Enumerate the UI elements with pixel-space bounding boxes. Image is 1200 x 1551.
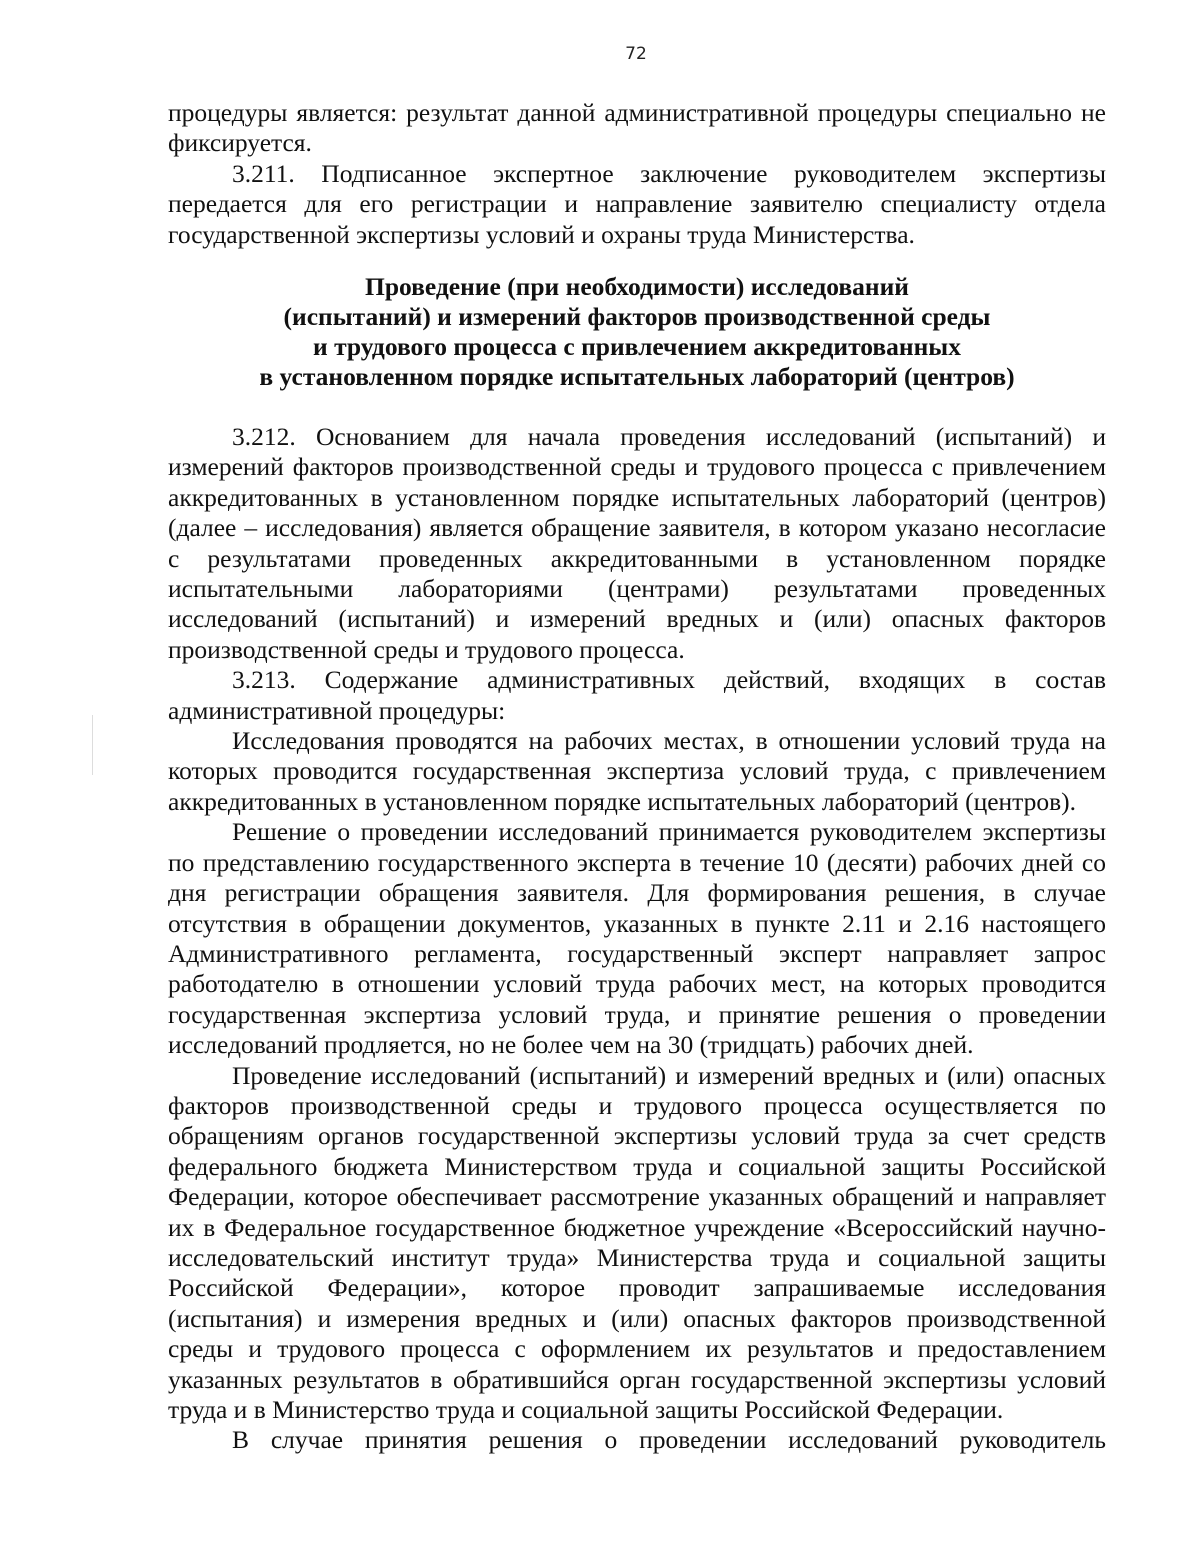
text-line: исследовательский институт труда» Министерства труда и социальной защиты <box>168 1242 1106 1272</box>
body-text <box>168 422 1106 1456</box>
paragraph <box>168 1425 1106 1455</box>
paragraph <box>168 726 1106 817</box>
text-line: Проведение исследований (испытаний) и измерений вредных и (или) опасных <box>232 1060 1106 1090</box>
paragraph <box>168 98 1106 159</box>
text-line: (далее – исследования) является обращение заявителя, в котором указано несогласие <box>168 513 1106 543</box>
text-line: среды и трудового процесса с оформлением их результатов и предоставлением <box>168 1334 1106 1364</box>
text-line: обращениям органов государственной экспертизы условий труда за счет средств <box>168 1121 1106 1151</box>
text-line: Исследования проводятся на рабочих местах, в отношении условий труда на <box>232 726 1106 756</box>
text-line: Решение о проведении исследований принимается руководителем экспертизы <box>232 817 1106 847</box>
paragraph-3-211 <box>168 159 1106 250</box>
text-line: отсутствия в обращении документов, указанных в пункте 2.11 и 2.16 настоящего <box>168 908 1106 938</box>
text-line: процедуры является: результат данной административной процедуры специально не <box>168 98 1106 127</box>
paragraph-3-213 <box>168 665 1106 726</box>
heading-line: (испытаний) и измерений факторов производственной среды <box>283 302 991 331</box>
text-line: передается для его регистрации и направление заявителю специалисту отдела <box>168 189 1106 219</box>
paragraph-3-212 <box>168 422 1106 665</box>
text-line: Российской Федерации», которое проводит запрашиваемые исследования <box>168 1273 1106 1303</box>
text-line: (испытания) и измерения вредных и (или) опасных факторов производственной <box>168 1303 1106 1333</box>
heading-line: в установленном порядке испытательных лабораторий (центров) <box>259 362 1015 391</box>
text-line: В случае принятия решения о проведении исследований руководитель <box>232 1425 1106 1455</box>
text-line: 3.213. Содержание административных действий, входящих в состав <box>232 665 1106 695</box>
text-line: по представлению государственного эксперта в течение 10 (десяти) рабочих дней со <box>168 847 1106 877</box>
text-line: Федерации, которое обеспечивает рассмотрение указанных обращений и направляет <box>168 1182 1106 1212</box>
text-line: их в Федеральное государственное бюджетное учреждение «Всероссийский научно- <box>168 1212 1106 1242</box>
text-line: работодателю в отношении условий труда рабочих мест, на которых проводится <box>168 969 1106 999</box>
text-line: 3.211. Подписанное экспертное заключение руководителем экспертизы <box>232 158 1106 188</box>
text-line: государственная экспертиза условий труда, и принятие решения о проведении <box>168 999 1106 1029</box>
text-line: указанных результатов в обратившийся орган государственной экспертизы условий <box>168 1364 1106 1394</box>
text-line: аккредитованных в установленном порядке испытательных лабораторий (центров). <box>168 786 1077 816</box>
text-line: испытательными лабораториями (центрами) результатами проведенных <box>168 574 1106 604</box>
text-line: исследований (испытаний) и измерений вредных и (или) опасных факторов <box>168 604 1106 634</box>
paragraph <box>168 1061 1106 1426</box>
text-line: исследований продляется, но не более чем на 30 (тридцать) рабочих дней. <box>168 1030 974 1060</box>
paragraph <box>168 817 1106 1060</box>
text-line: государственной экспертизы условий и охраны труда Министерства. <box>168 219 915 249</box>
text-line: Административного регламента, государственный эксперт направляет запрос <box>168 938 1106 968</box>
text-line: 3.212. Основанием для начала проведения исследований (испытаний) и <box>232 422 1106 451</box>
page-number: 72 <box>625 44 647 64</box>
heading-line: и трудового процесса с привлечением аккредитованных <box>313 332 961 361</box>
text-line: факторов производственной среды и трудового процесса осуществляется по <box>168 1090 1106 1120</box>
text-line: аккредитованных в установленном порядке испытательных лабораторий (центров) <box>168 482 1106 512</box>
scan-margin-mark <box>92 715 93 775</box>
intro-text <box>168 98 1106 250</box>
text-line: с результатами проведенных аккредитованными в установленном порядке <box>168 543 1106 573</box>
text-line: административной процедуры: <box>168 695 506 725</box>
text-line: производственной среды и трудового процесса. <box>168 634 685 664</box>
section-heading <box>168 272 1106 392</box>
text-line: дня регистрации обращения заявителя. Для формирования решения, в случае <box>168 878 1106 908</box>
text-line: фиксируется. <box>168 128 312 158</box>
heading-line: Проведение (при необходимости) исследований <box>365 272 909 301</box>
text-line: измерений факторов производственной среды и трудового процесса с привлечением <box>168 452 1106 482</box>
text-line: федерального бюджета Министерством труда и социальной защиты Российской <box>168 1151 1106 1181</box>
text-line: труда и в Министерство труда и социальной защиты Российской Федерации. <box>168 1395 1004 1424</box>
text-line: которых проводится государственная экспертиза условий труда, с привлечением <box>168 756 1106 786</box>
